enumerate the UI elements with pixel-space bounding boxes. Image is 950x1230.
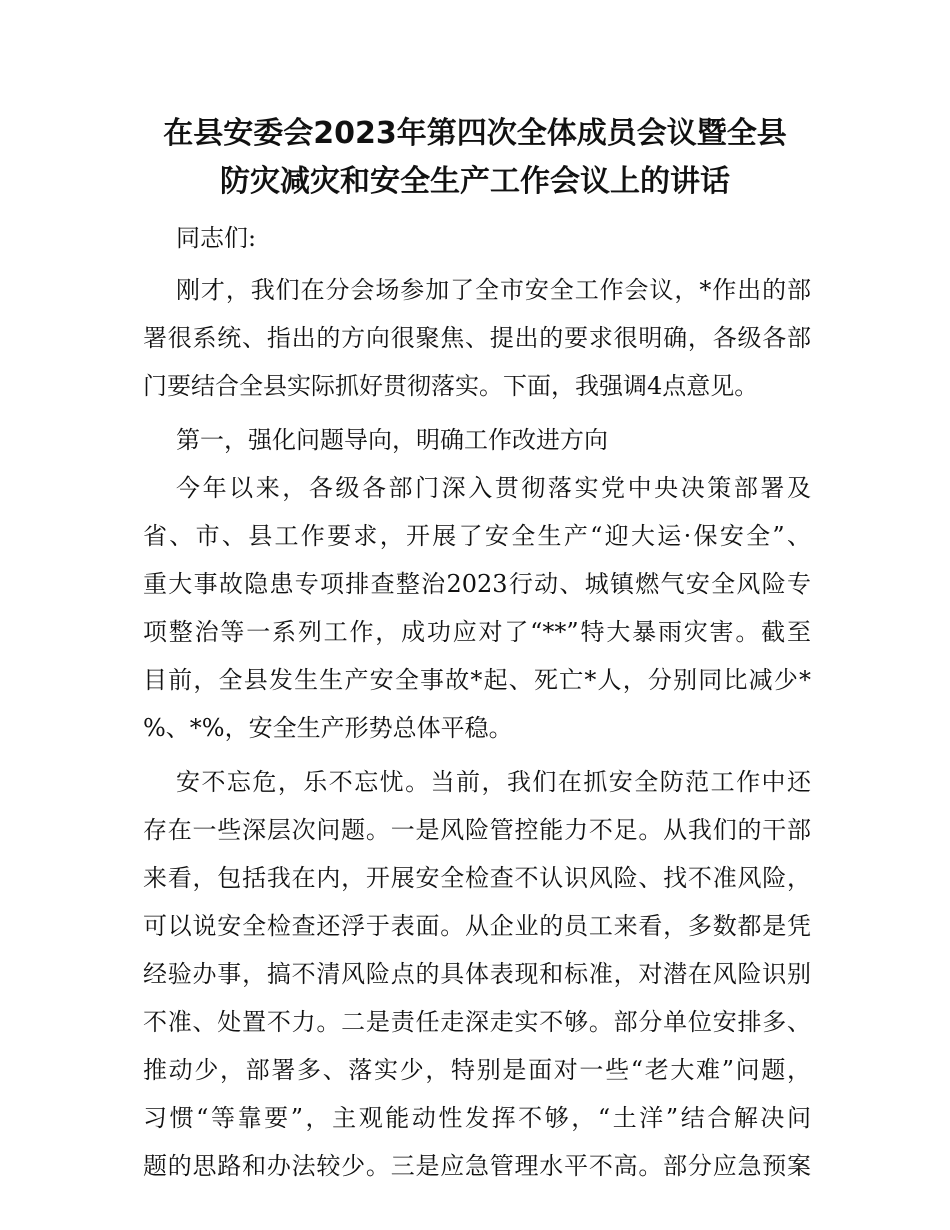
paragraph-line: 不准、处置不力。二是责任走深走实不够。部分单位安排多、 [143,1008,811,1036]
paragraph-line: 署很系统、指出的方向很聚焦、提出的要求很明确，各级各部 [143,324,811,352]
paragraph-line: 项整治等一系列工作，成功应对了“**”特大暴雨灾害。截至 [143,618,811,646]
paragraph-line: 题的思路和办法较少。三是应急管理水平不高。部分应急预案 [143,1152,811,1180]
salutation: 同志们: [176,224,257,252]
paragraph-line: 经验办事，搞不清风险点的具体表现和标准，对潜在风险识别 [143,960,811,988]
paragraph-line: 可以说安全检查还浮于表面。从企业的员工来看，多数都是凭 [143,912,811,940]
paragraph-line: 重大事故隐患专项排查整治2023行动、城镇燃气安全风险专 [143,570,811,598]
paragraph-line: 存在一些深层次问题。一是风险管控能力不足。从我们的干部 [143,816,811,844]
paragraph-line: 刚才，我们在分会场参加了全市安全工作会议，*作出的部 [176,276,811,304]
section-heading: 第一，强化问题导向，明确工作改进方向 [176,426,608,454]
paragraph-line: 安不忘危，乐不忘忧。当前，我们在抓安全防范工作中还 [176,768,811,796]
document-title-line-1: 在县安委会2023年第四次全体成员会议暨全县 [163,116,787,151]
paragraph-line: 习惯“等靠要”，主观能动性发挥不够，“土洋”结合解决问 [143,1104,811,1132]
paragraph-line: 今年以来，各级各部门深入贯彻落实党中央决策部署及 [176,474,811,502]
paragraph-line: 来看，包括我在内，开展安全检查不认识风险、找不准风险， [143,864,811,892]
paragraph-line: 省、市、县工作要求，开展了安全生产“迎大运·保安全”、 [143,522,811,550]
paragraph-line: 目前，全县发生生产安全事故*起、死亡*人，分别同比减少* [143,666,811,694]
paragraph-line: 推动少，部署多、落实少，特别是面对一些“老大难”问题， [143,1056,811,1084]
document-title-line-2: 防灾减灾和安全生产工作会议上的讲话 [220,164,730,199]
paragraph-line: %、*%，安全生产形势总体平稳。 [143,714,513,742]
paragraph-line: 门要结合全县实际抓好贯彻落实。下面，我强调4点意见。 [143,372,759,400]
